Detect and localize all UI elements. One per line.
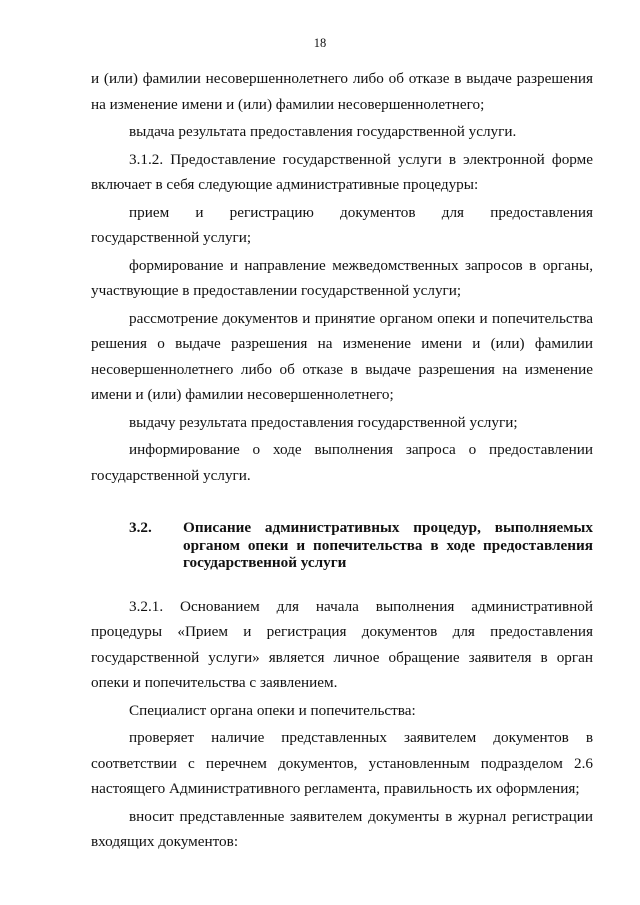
paragraph-list-item: формирование и направление межведомственных запросов в органы, участвующие в предоставлении государственной услуги; [91, 256, 593, 299]
paragraph-continuation: и (или) фамилии несовершеннолетнего либо об отказе в выдаче разрешения на изменение имени и (или) фамилии несовершеннолетнего; [91, 70, 593, 113]
paragraph-specialist-intro: Специалист органа опеки и попечительства: [129, 701, 416, 719]
paragraph-list-item: выдача результата предоставления государственной услуги. [129, 123, 517, 140]
paragraph-list-item: выдачу результата предоставления государственной услуги; [129, 413, 518, 431]
section-title: Описание административных процедур, выполняемых органом опеки и попечительства в ходе предоставления государственной услуги [183, 519, 593, 571]
paragraph-list-item: информирование о ходе выполнения запроса о предоставлении государственной услуги. [91, 441, 593, 484]
section-heading [91, 519, 593, 572]
page-number: 18 [313, 36, 327, 50]
page-body [91, 66, 593, 855]
paragraph-list-item: рассмотрение документов и принятие органом опеки и попечительства решения о выдаче разрешения на изменение имени и (или) фамилии несовершеннолетнего либо об отказе в выдаче разрешения на изменение имени и (или) фамилии несовершеннолетнего; [91, 309, 593, 403]
section-number: 3.2. [129, 519, 152, 536]
paragraph-list-item: проверяет наличие представленных заявителем документов в соответствии с перечнем документов, установленным подразделом 2.6 настоящего Административного регламента, правильность их оформления; [91, 729, 593, 797]
paragraph-list-item: вносит представленные заявителем документы в журнал регистрации входящих документов: [91, 807, 593, 850]
paragraph-clause-3-1-2: 3.1.2. Предоставление государственной услуги в электронной форме включает в себя следующие административные процедуры: [91, 150, 593, 193]
paragraph-clause-3-2-1: 3.2.1. Основанием для начала выполнения административной процедуры «Прием и регистрация документов для предоставления государственной услуги» является личное обращение заявителя в орган опеки и попечительства с заявлением. [91, 597, 593, 691]
paragraph-list-item: прием и регистрацию документов для предоставления государственной услуги; [91, 203, 593, 246]
